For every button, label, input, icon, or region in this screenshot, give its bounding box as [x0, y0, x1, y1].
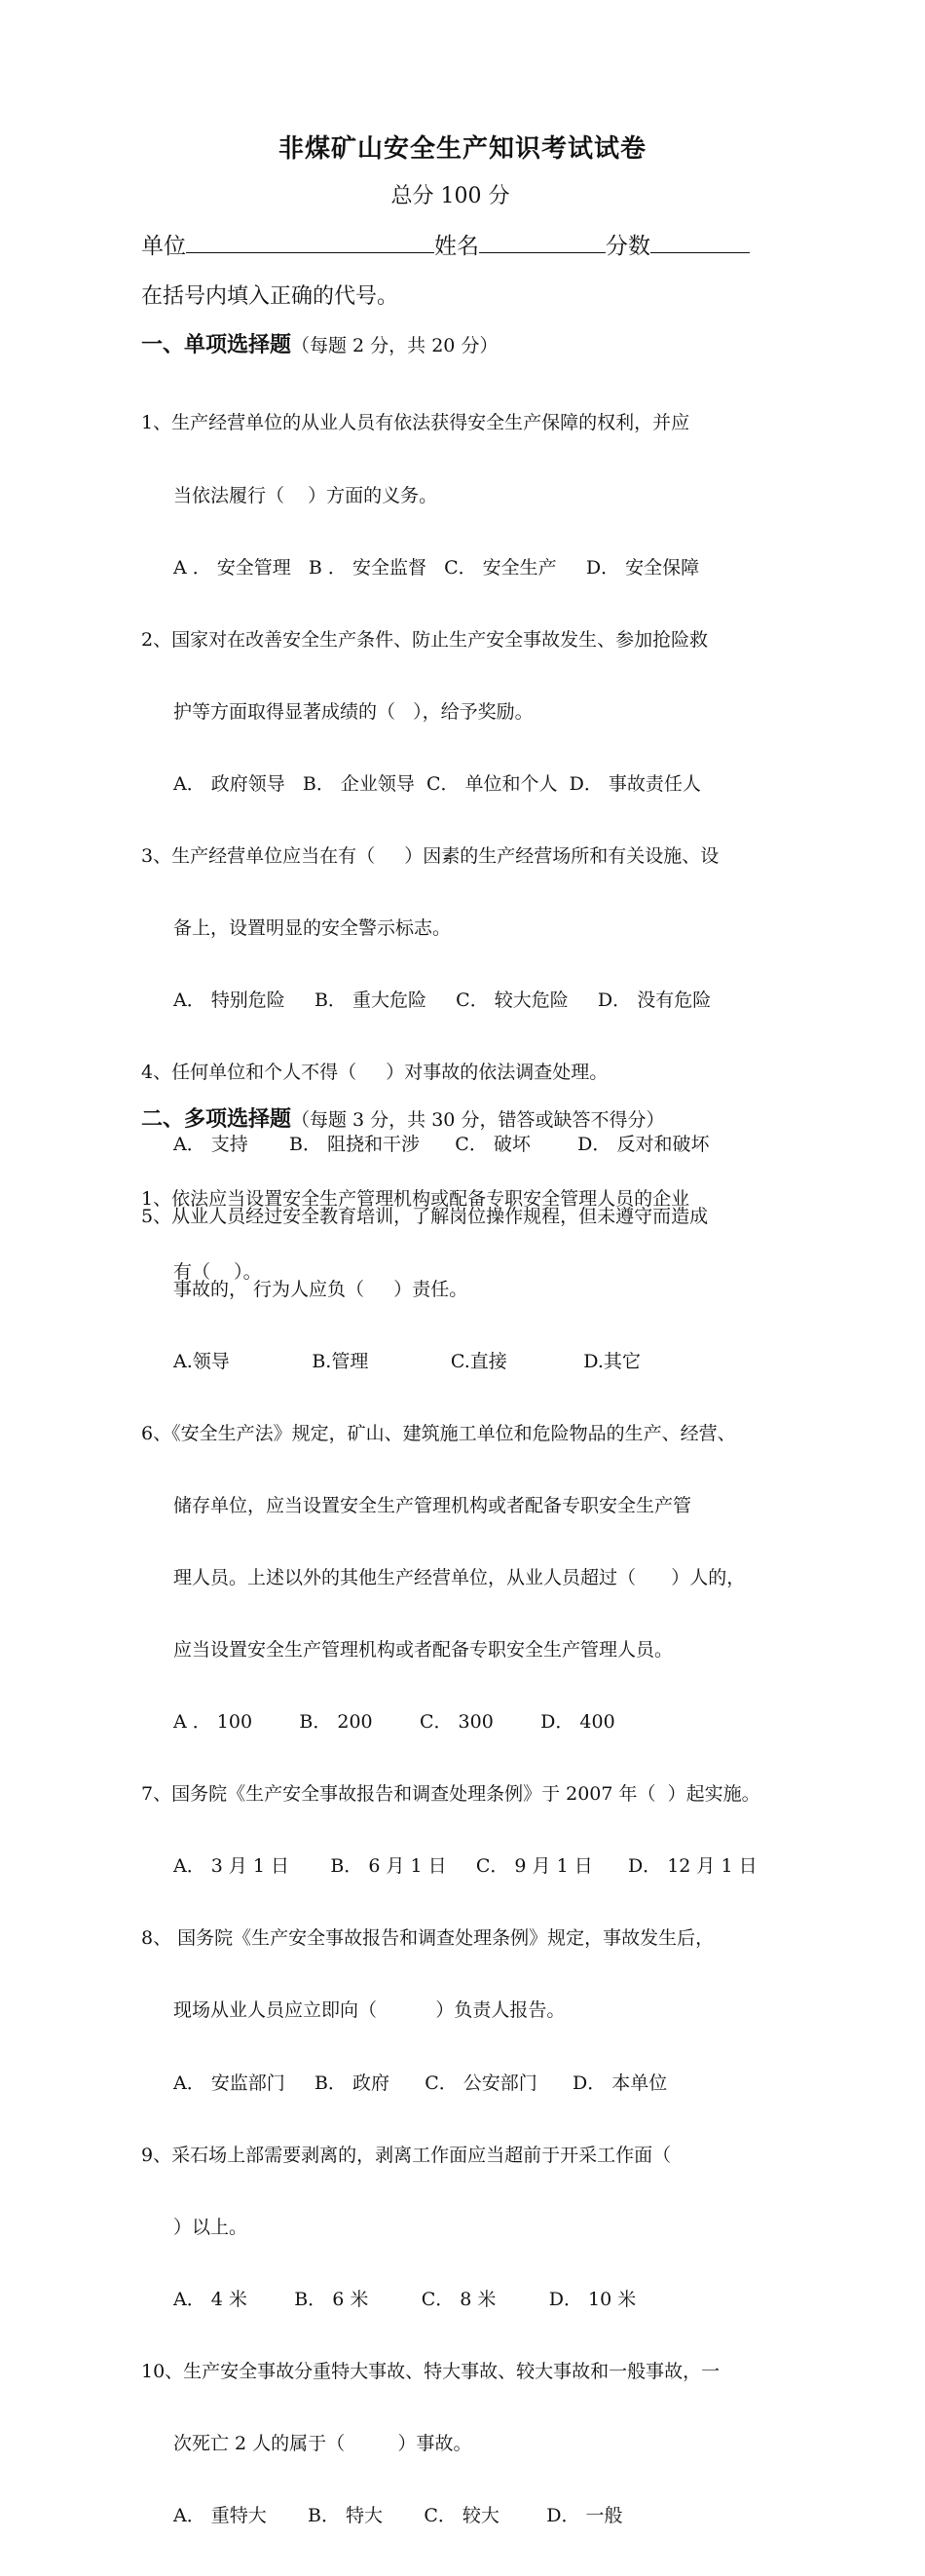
- section-1-note: （每题 2 分，共 20 分）: [291, 335, 499, 356]
- score-label: 分数: [606, 234, 650, 259]
- question-line: 次死亡 2 人的属于（ ）事故。: [173, 2433, 472, 2455]
- question-line: 备上，设置明显的安全警示标志。: [173, 917, 452, 940]
- question-line: 储存单位，应当设置安全生产管理机构或者配备专职安全生产管: [173, 1494, 692, 1516]
- section-2-note: （每题 3 分，共 30 分，错答或缺答不得分）: [291, 1109, 665, 1131]
- question-line: 6、《安全生产法》规定，矿山、建筑施工单位和危险物品的生产、经营、: [141, 1422, 736, 1444]
- options-line: A ． 100 B． 200 C． 300 D． 400: [173, 1711, 615, 1734]
- question-line: 理人员。上述以外的其他生产经营单位，从业人员超过（ ）人的，: [173, 1566, 746, 1588]
- name-label: 姓名: [434, 234, 479, 259]
- question-line: 3、生产经营单位应当在有（ ）因素的生产经营场所和有关设施、设: [141, 844, 720, 867]
- question-line: 当依法履行（ ）方面的义务。: [173, 484, 438, 506]
- options-line: A． 政府领导 B． 企业领导 C． 单位和个人 D． 事故责任人: [173, 772, 701, 795]
- page-title: 非煤矿山安全生产知识考试试卷: [278, 134, 647, 164]
- options-line: A． 支持 B． 阻挠和干涉 C． 破坏 D． 反对和破坏: [173, 1134, 710, 1156]
- options-line: A ． 安全管理 B ． 安全监督 C． 安全生产 D． 安全保障: [173, 556, 700, 579]
- options-line: A． 特别危险 B． 重大危险 C． 较大危险 D． 没有危险: [173, 989, 712, 1012]
- options-line: A． 安监部门 B． 政府 C． 公安部门 D． 本单位: [173, 2072, 668, 2094]
- section-2-body: [141, 1139, 689, 1332]
- instruction: 在括号内填入正确的代号。: [141, 284, 399, 309]
- info-line: [141, 228, 750, 260]
- question-line: 7、国务院《生产安全事故报告和调查处理条例》于 2007 年（ ）起实施。: [141, 1783, 760, 1806]
- total-score: 总分 100 分: [390, 184, 510, 208]
- question-line: 9、采石场上部需要剥离的，剥离工作面应当超前于开采工作面（: [141, 2144, 672, 2166]
- name-blank: [479, 231, 606, 253]
- unit-label: 单位: [141, 234, 186, 259]
- options-line: A． 3 月 1 日 B． 6 月 1 日 C． 9 月 1 日 D． 12 月 1 日: [173, 1855, 758, 1878]
- section-1-heading: [141, 328, 498, 358]
- question-line: 1、生产经营单位的从业人员有依法获得安全生产保障的权利，并应: [141, 412, 690, 434]
- question-line: 2、国家对在改善安全生产条件、防止生产安全事故发生、参加抢险救: [141, 628, 709, 651]
- question-line: 8、 国务院《生产安全事故报告和调查处理条例》规定，事故发生后，: [141, 1927, 715, 1950]
- question-line: 1、依法应当设置安全生产管理机构或配备专职安全管理人员的企业: [141, 1188, 690, 1211]
- options-line: A． 4 米 B． 6 米 C． 8 米 D． 10 米: [173, 2288, 637, 2310]
- section-2-heading: [141, 1102, 664, 1133]
- question-line: 10、生产安全事故分重特大事故、特大事故、较大事故和一般事故，一: [141, 2360, 721, 2382]
- question-line: ）以上。: [173, 2216, 248, 2238]
- question-line: 5、从业人员经过安全教育培训，了解岗位操作规程，但未遵守而造成: [141, 1206, 709, 1228]
- score-blank: [650, 231, 750, 253]
- question-line: 4、任何单位和个人不得（ ）对事故的依法调查处理。: [141, 1062, 609, 1084]
- options-line: A． 重特大 B． 特大 C． 较大 D． 一般: [173, 2505, 623, 2527]
- section-1-body: [141, 363, 760, 2576]
- section-1-title: 一、单项选择题: [141, 333, 292, 357]
- question-line: 现场从业人员应立即向（ ）负责人报告。: [173, 1999, 566, 2022]
- question-line: 事故的， 行为人应负（ ）责任。: [173, 1278, 468, 1300]
- question-line: 应当设置安全生产管理机构或者配备专职安全生产管理人员。: [173, 1639, 674, 1661]
- options-line: A.领导 B.管理 C.直接 D.其它: [173, 1350, 641, 1372]
- question-line: 有（ ）。: [173, 1260, 262, 1283]
- question-line: 护等方面取得显著成绩的（ ），给予奖励。: [173, 700, 534, 723]
- unit-blank: [186, 231, 434, 253]
- section-2-title: 二、多项选择题: [141, 1107, 292, 1132]
